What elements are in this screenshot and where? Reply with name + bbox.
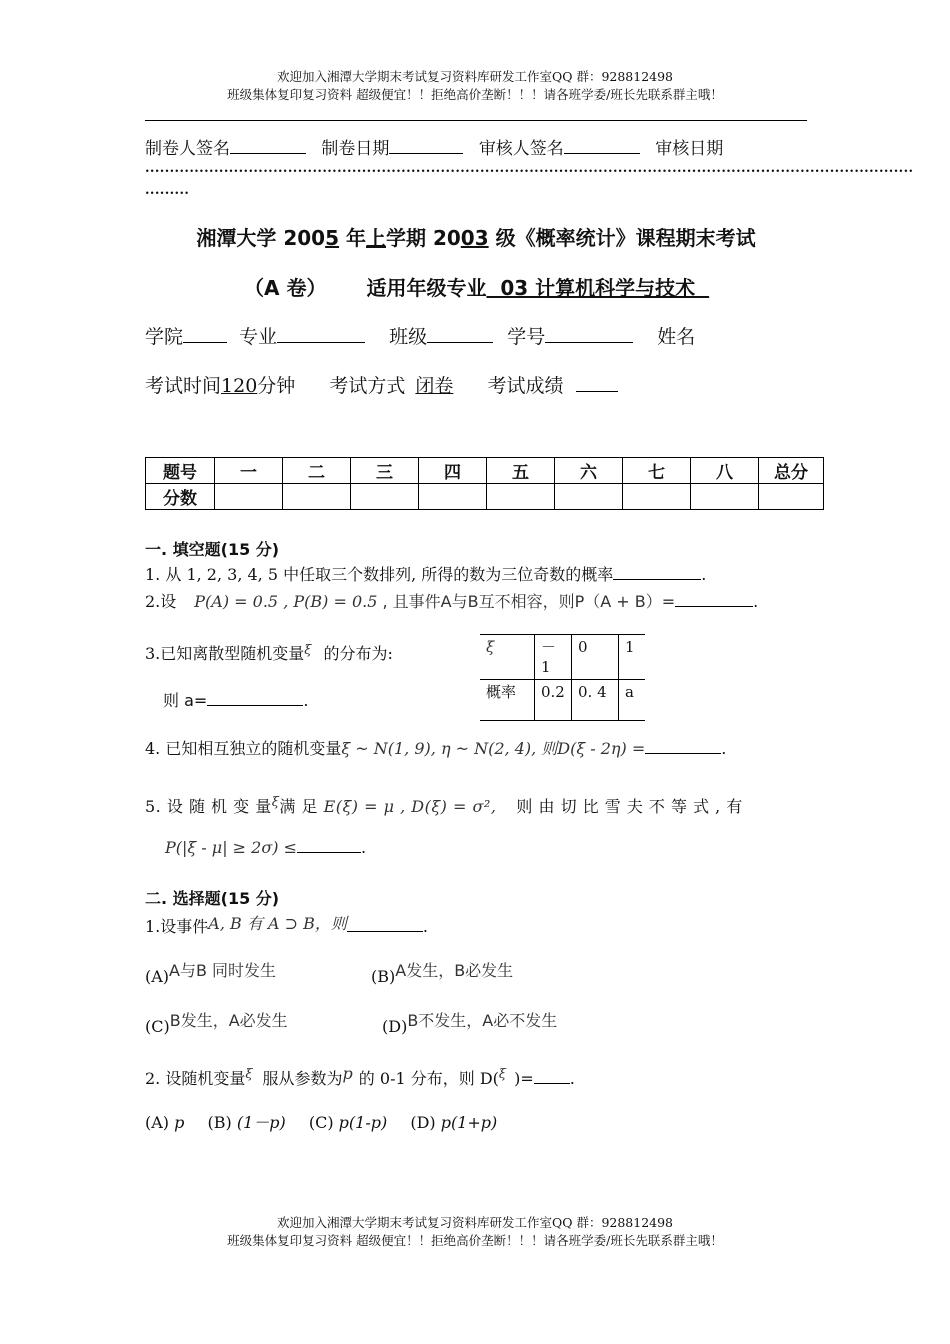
dist-cell-text: a <box>625 683 634 701</box>
q2-1-blank <box>347 917 423 932</box>
score-cell <box>691 484 759 510</box>
dist-cell-text: 0. 4 <box>578 683 607 701</box>
q2-2-option-a-text: p <box>174 1113 185 1132</box>
question-1-3 <box>145 641 393 664</box>
title-nian: 年 <box>339 226 366 250</box>
dist-xi-cell <box>480 635 535 680</box>
q1-4-math: ξ ~ N(1, 9), η ~ N(2, 4), 则D(ξ - 2η) = <box>341 739 646 758</box>
q1-5-prefix: 5. 设 随 机 变 量 <box>145 797 272 816</box>
dist-row-prob <box>480 680 645 721</box>
option-c-label: (C) <box>145 1017 170 1036</box>
q2-2-prefix: 2. 设随机变量 <box>145 1069 246 1088</box>
score-cell <box>555 484 623 510</box>
score-header-cell: 五 <box>487 458 555 484</box>
score-header-cell: 二 <box>283 458 351 484</box>
q1-4-prefix: 4. 已知相互独立的随机变量 <box>145 739 342 758</box>
option-a-text: A与B 同时发生 <box>169 961 277 980</box>
score-header-cell: 六 <box>555 458 623 484</box>
q1-3-xi: ξ <box>304 643 312 658</box>
q2-1-option-a <box>145 958 276 986</box>
exam-title <box>145 222 807 251</box>
q1-4-blank <box>645 739 721 754</box>
q1-3-then-text: 则 a= <box>163 691 208 710</box>
q2-2-option-c-text: p(1-p) <box>338 1113 388 1132</box>
class-blank <box>427 324 493 343</box>
q1-2-text: , 且事件A与B互不相容，则P（A + B）= <box>382 592 676 611</box>
q1-3-blank <box>207 691 303 706</box>
score-header-cell: 题号 <box>146 458 215 484</box>
title-grade: 03 <box>460 226 489 250</box>
q1-3-suffix: 的分布为: <box>323 644 393 663</box>
section-2-title: 二. 选择题(15 分) <box>145 889 280 908</box>
question-2-2 <box>145 1064 575 1089</box>
score-table-header-row <box>146 458 824 484</box>
make-date-label: 制卷日期 <box>321 139 390 159</box>
section-1-title: 一. 填空题(15 分) <box>145 540 280 559</box>
major-label: 专业 <box>239 326 278 348</box>
option-c-text: B发生，A必发生 <box>169 1011 288 1030</box>
student-info-line <box>145 322 695 349</box>
title-rest: 级《概率统计》课程期末考试 <box>488 226 756 250</box>
q1-5-blank <box>297 838 361 853</box>
maker-sign-label: 制卷人签名 <box>145 139 230 159</box>
score-cell <box>759 484 824 510</box>
q2-1-prefix: 1.设事件 <box>145 917 209 936</box>
question-1-4: 4. 已知相互独立的随机变量ξ ~ N(1, 9), η ~ N(2, 4), 则D(ξ - 2η) = . <box>145 739 727 758</box>
q2-1-option-b <box>371 958 513 986</box>
q2-2-p: p <box>342 1064 353 1083</box>
signature-line <box>145 134 723 159</box>
score-row-label: 分数 <box>146 484 215 510</box>
question-2-1: 1.设事件A, B 有 A ⊃ B，则 . <box>145 914 428 936</box>
q2-2-option-b-label: (B) <box>207 1113 232 1132</box>
score-cell <box>419 484 487 510</box>
dist-cell <box>535 635 572 680</box>
score-table-score-row <box>146 484 824 510</box>
dist-cell <box>572 635 619 680</box>
q1-5-mid: 满 足 <box>279 797 318 816</box>
class-label: 班级 <box>389 326 428 348</box>
dist-cell-text: 1 <box>625 638 635 656</box>
title-xueqi: 学期 20 <box>386 226 461 250</box>
score-cell <box>351 484 419 510</box>
major-blank <box>277 324 365 343</box>
q2-2-xi: ξ <box>245 1067 253 1082</box>
q1-5-math: E(ξ) = μ , D(ξ) = σ², <box>323 797 497 816</box>
q1-5-ineq-math: P(|ξ - μ| ≥ 2σ) ≤ <box>165 838 297 857</box>
option-b-text: A发生，B必发生 <box>395 961 514 980</box>
dist-cell <box>619 680 646 721</box>
dotted-separator-1: ............................................................................................................................................................ <box>145 161 914 176</box>
student-no-blank <box>545 324 633 343</box>
q2-2-options <box>145 1110 497 1133</box>
footer-banner <box>0 1214 950 1250</box>
q2-2-option-d-text: p(1+p) <box>440 1113 498 1132</box>
q2-2-option-b-text: (1－p) <box>236 1113 286 1132</box>
q1-1-text: 1. 从 1, 2, 3, 4, 5 中任取三个数排列, 所得的数为三位奇数的概率 <box>145 565 614 584</box>
score-cell <box>623 484 691 510</box>
option-d-text: B不发生，A必不发生 <box>407 1011 558 1030</box>
q1-1-blank <box>613 565 701 580</box>
dist-cell <box>619 635 646 680</box>
applies-label: 适用年级专业 <box>366 276 487 300</box>
footer-line-2: 班级集体复印复习资料 超级便宜！！拒绝高价垄断！！！请各班学委/班长先联系群主哦！ <box>227 1233 723 1248</box>
make-date-blank <box>389 137 463 154</box>
q2-2-option-c-label: (C) <box>308 1113 334 1132</box>
q2-2-xi2: ξ <box>498 1067 507 1082</box>
question-1-1: 1. 从 1, 2, 3, 4, 5 中任取三个数排列, 所得的数为三位奇数的概率 . <box>145 565 707 584</box>
footer-line-1: 欢迎加入湘潭大学期末考试复习资料库研发工作室QQ 群：928812498 <box>276 1215 674 1230</box>
q2-2-end: )= <box>514 1069 534 1088</box>
banner-line-1: 欢迎加入湘潭大学期末考试复习资料库研发工作室QQ 群：928812498 <box>276 69 674 84</box>
dist-cell <box>535 680 572 721</box>
dist-cell-text: 0 <box>578 638 588 656</box>
paper-label: （A 卷） <box>244 276 327 300</box>
option-a-label: (A) <box>145 967 170 986</box>
title-shang: 上 <box>366 226 386 250</box>
maker-sign-blank <box>230 137 306 154</box>
mode-label: 考试方式 <box>329 375 406 397</box>
student-no-label: 学号 <box>507 326 546 348</box>
q2-2-option-a-label: (A) <box>145 1113 170 1132</box>
title-year-digit: 5 <box>325 226 340 250</box>
option-d-label: (D) <box>382 1017 408 1036</box>
score-header-cell: 总分 <box>759 458 824 484</box>
time-label: 考试时间 <box>145 375 222 397</box>
question-1-2: 2.设 P(A) = 0.5 , P(B) = 0.5 , 且事件A与B互不相容，则P（A + B）= . <box>145 592 759 611</box>
header-banner <box>0 68 950 104</box>
dist-cell-text: ξ <box>486 638 495 656</box>
exam-info-line <box>145 371 618 398</box>
name-label: 姓名 <box>657 326 696 348</box>
dist-cell-text: 概率 <box>486 683 517 701</box>
q1-5-xi: ξ <box>271 795 280 810</box>
college-blank <box>183 324 227 343</box>
dist-cell-text: －1 <box>541 638 557 676</box>
dist-prob-label <box>480 680 535 721</box>
q2-2-suffix: 的 0-1 分布，则 D( <box>358 1069 499 1088</box>
q1-2-prefix: 2.设 <box>145 592 177 611</box>
title-pre: 湘潭大学 200 <box>196 226 326 250</box>
mode-value: 闭卷 <box>415 375 454 397</box>
q1-3-prefix: 3.已知离散型随机变量 <box>145 644 305 663</box>
dist-cell <box>572 680 619 721</box>
reviewer-sign-label: 审核人签名 <box>478 139 564 159</box>
question-1-3-then: 则 a= . <box>163 691 309 710</box>
exam-subtitle <box>244 272 844 301</box>
q2-2-option-d-label: (D) <box>410 1113 436 1132</box>
dotted-separator-2: ......... <box>145 183 190 198</box>
q2-2-dot: . <box>569 1069 575 1088</box>
review-date-label: 审核日期 <box>655 139 724 159</box>
score-header-cell: 三 <box>351 458 419 484</box>
question-1-5 <box>145 794 743 817</box>
score-header-cell: 四 <box>419 458 487 484</box>
banner-line-2: 班级集体复印复习资料 超级便宜！！拒绝高价垄断！！！请各班学委/班长先联系群主哦！ <box>227 87 723 102</box>
time-value: 120 <box>221 375 258 397</box>
q2-1-option-d <box>382 1008 557 1036</box>
score-label: 考试成绩 <box>487 375 564 397</box>
score-header-cell: 八 <box>691 458 759 484</box>
reviewer-sign-blank <box>564 137 640 154</box>
header-rule <box>145 120 807 121</box>
score-table <box>145 457 824 510</box>
q2-1-math: A, B 有 A ⊃ B，则 <box>208 914 347 933</box>
q2-2-blank <box>534 1069 570 1084</box>
q1-2-blank <box>675 592 753 607</box>
time-unit: 分钟 <box>257 375 296 397</box>
q2-1-option-c <box>145 1008 288 1036</box>
score-blank <box>576 373 618 392</box>
question-1-5-ineq: P(|ξ - μ| ≥ 2σ) ≤ . <box>165 838 367 857</box>
score-cell <box>215 484 283 510</box>
college-label: 学院 <box>145 326 184 348</box>
dist-cell-text: 0.2 <box>541 683 565 701</box>
score-cell <box>283 484 351 510</box>
dist-row-values <box>480 635 645 680</box>
q2-2-mid: 服从参数为 <box>262 1069 343 1088</box>
score-header-cell: 七 <box>623 458 691 484</box>
option-b-label: (B) <box>371 967 396 986</box>
q1-2-math: P(A) = 0.5 , P(B) = 0.5 <box>194 592 378 611</box>
q1-5-text: 则 由 切 比 雪 夫 不 等 式 , 有 <box>516 797 743 816</box>
score-cell <box>487 484 555 510</box>
major-value: 03 计算机科学与技术 <box>486 276 710 300</box>
distribution-table <box>480 634 645 721</box>
score-header-cell: 一 <box>215 458 283 484</box>
